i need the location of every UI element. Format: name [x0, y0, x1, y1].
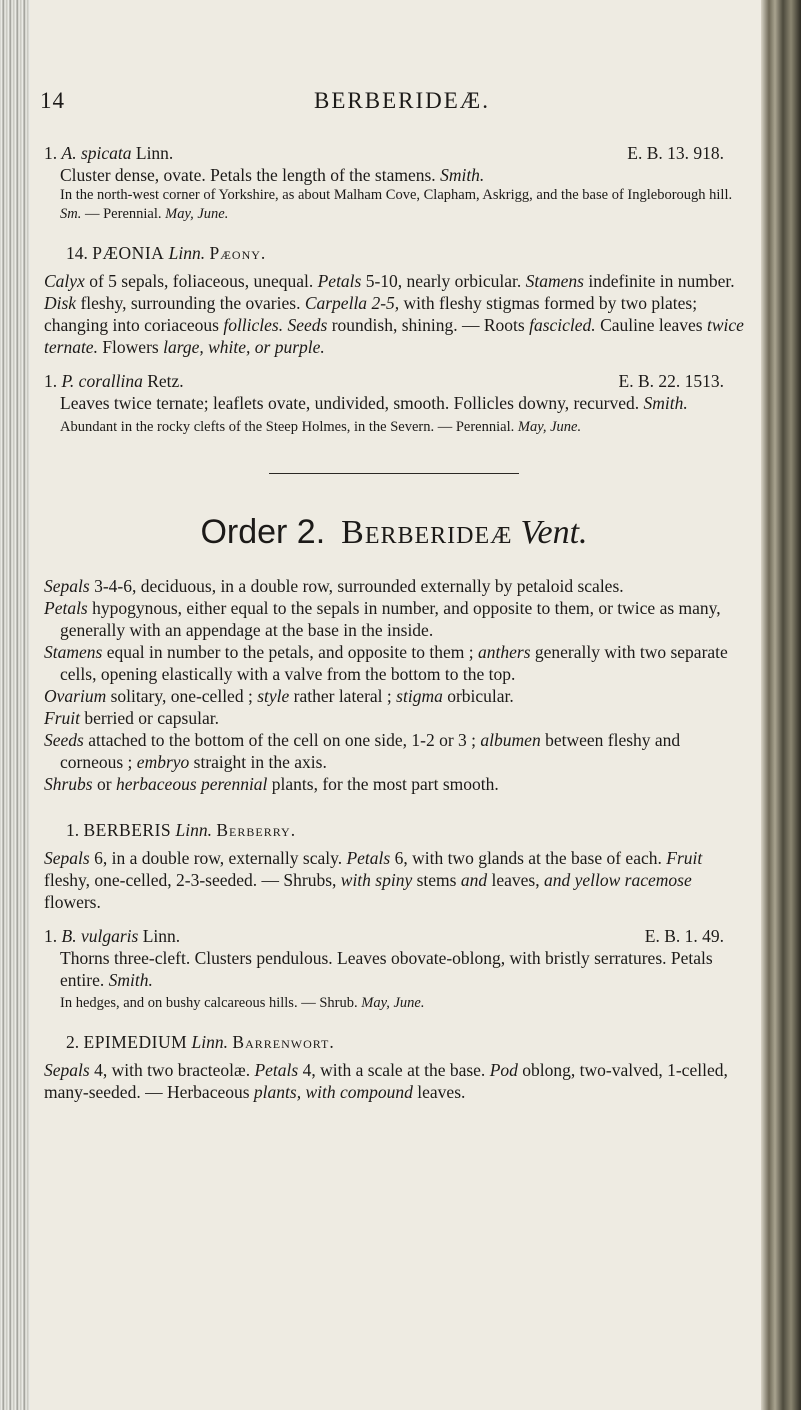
species-habitat: Abundant in the rocky clefts of the Steep Holmes, in the Severn. — Perennial. May, June.: [60, 419, 582, 435]
entry-number: 1.: [44, 926, 58, 946]
order-characters: [44, 575, 744, 795]
species-description: Thorns three-cleft. Clusters pendulous. Leaves obovate-oblong, with bristly serratures. Petals entire. Smith.: [60, 948, 713, 990]
species-name: A. spicata: [61, 143, 132, 163]
genus-characters-paeonia: Calyx of 5 sepals, foliaceous, unequal. Petals 5-10, nearly orbicular. Stamens indefinite in number. Disk fleshy, surrounding the ovaries. Carpella 2-5, with fleshy stigmas formed by two plates; changing into coriaceous follicles. Seeds roundish, shining. — Roots fascicled. Cauline leaves twice ternate. Flowers large, white, or purple.: [44, 271, 744, 357]
page-content: [44, 142, 744, 1103]
species-name: B. vulgaris: [61, 926, 139, 946]
character-petals: Petals hypogynous, either equal to the sepals in number, and opposite to them, or twice as many, generally with an appendage at the base in the inside.: [44, 598, 721, 640]
english-botany-ref: E. B. 1. 49.: [644, 926, 724, 946]
order-heading: [44, 512, 744, 553]
species-habitat: In the north-west corner of Yorkshire, as about Malham Cove, Clapham, Askrigg, and the base of Ingleborough hill. Sm. — Perennial. May, June.: [60, 187, 733, 222]
species-habitat: In hedges, and on bushy calcareous hills. — Shrub. May, June.: [60, 995, 425, 1011]
genus-heading-berberis: 1. BERBERIS Linn. Berberry.: [66, 820, 297, 840]
entry-number: 1.: [44, 143, 58, 163]
genus-name: BERBERIS: [83, 820, 172, 840]
binding-edge-right: [761, 0, 801, 1410]
genus-name: PÆONIA: [92, 243, 165, 263]
common-name: Barrenwort.: [232, 1032, 335, 1052]
english-botany-ref: E. B. 22. 1513.: [618, 371, 724, 391]
genus-heading-epimedium: 2. EPIMEDIUM Linn. Barrenwort.: [66, 1032, 335, 1052]
section-divider: [269, 473, 519, 474]
character-stamens: Stamens equal in number to the petals, and opposite to them ; anthers generally with two separate cells, opening elastically with a valve from the bottom to the top.: [44, 642, 728, 684]
character-ovarium: Ovarium solitary, one-celled ; style rather lateral ; stigma orbicular.: [44, 686, 514, 706]
english-botany-ref: E. B. 13. 918.: [627, 143, 724, 163]
genus-characters-epimedium: Sepals 4, with two bracteolæ. Petals 4, with a scale at the base. Pod oblong, two-valved, 1-celled, many-seeded. — Herbaceous plants, with compound leaves.: [44, 1060, 728, 1102]
genus-heading-paeonia: 14. PÆONIA Linn. Pæony.: [66, 243, 267, 263]
page-header: [40, 88, 760, 118]
species-authority: Linn.: [135, 143, 174, 163]
character-seeds: Seeds attached to the bottom of the cell on one side, 1-2 or 3 ; albumen between fleshy and corneous ; embryo straight in the axis.: [44, 730, 681, 772]
running-title: BERBERIDEÆ.: [314, 88, 490, 113]
common-name: Pæony.: [209, 243, 267, 263]
character-fruit: Fruit berried or capsular.: [44, 708, 219, 728]
order-authority: Vent.: [520, 514, 588, 551]
character-habit: Shrubs or herbaceous perennial plants, for the most part smooth.: [44, 774, 499, 794]
species-entry-spicata: [44, 142, 744, 164]
common-name: Berberry.: [216, 820, 297, 840]
genus-characters-berberis: Sepals 6, in a double row, externally scaly. Petals 6, with two glands at the base of each. Fruit fleshy, one-celled, 2-3-seeded. — Shrubs, with spiny stems and leaves, and yellow racemose flowers.: [44, 848, 703, 912]
species-description: Cluster dense, ovate. Petals the length of the stamens. Smith.: [60, 165, 485, 185]
species-authority: Linn.: [142, 926, 181, 946]
character-sepals: Sepals 3-4-6, deciduous, in a double row, surrounded externally by petaloid scales.: [44, 576, 624, 596]
binding-edge-left: [0, 0, 30, 1410]
species-entry-corallina: [44, 370, 744, 392]
page-number: 14: [40, 88, 65, 113]
entry-number: 1.: [44, 371, 58, 391]
species-entry-vulgaris: [44, 925, 744, 947]
species-authority: Retz.: [147, 371, 184, 391]
book-page: [40, 0, 760, 1410]
genus-name: EPIMEDIUM: [83, 1032, 188, 1052]
order-label: Order 2.: [200, 513, 326, 551]
species-name: P. corallina: [61, 371, 143, 391]
order-family: Berberideæ: [341, 514, 513, 551]
species-description: Leaves twice ternate; leaflets ovate, undivided, smooth. Follicles downy, recurved. Smith.: [60, 393, 688, 413]
